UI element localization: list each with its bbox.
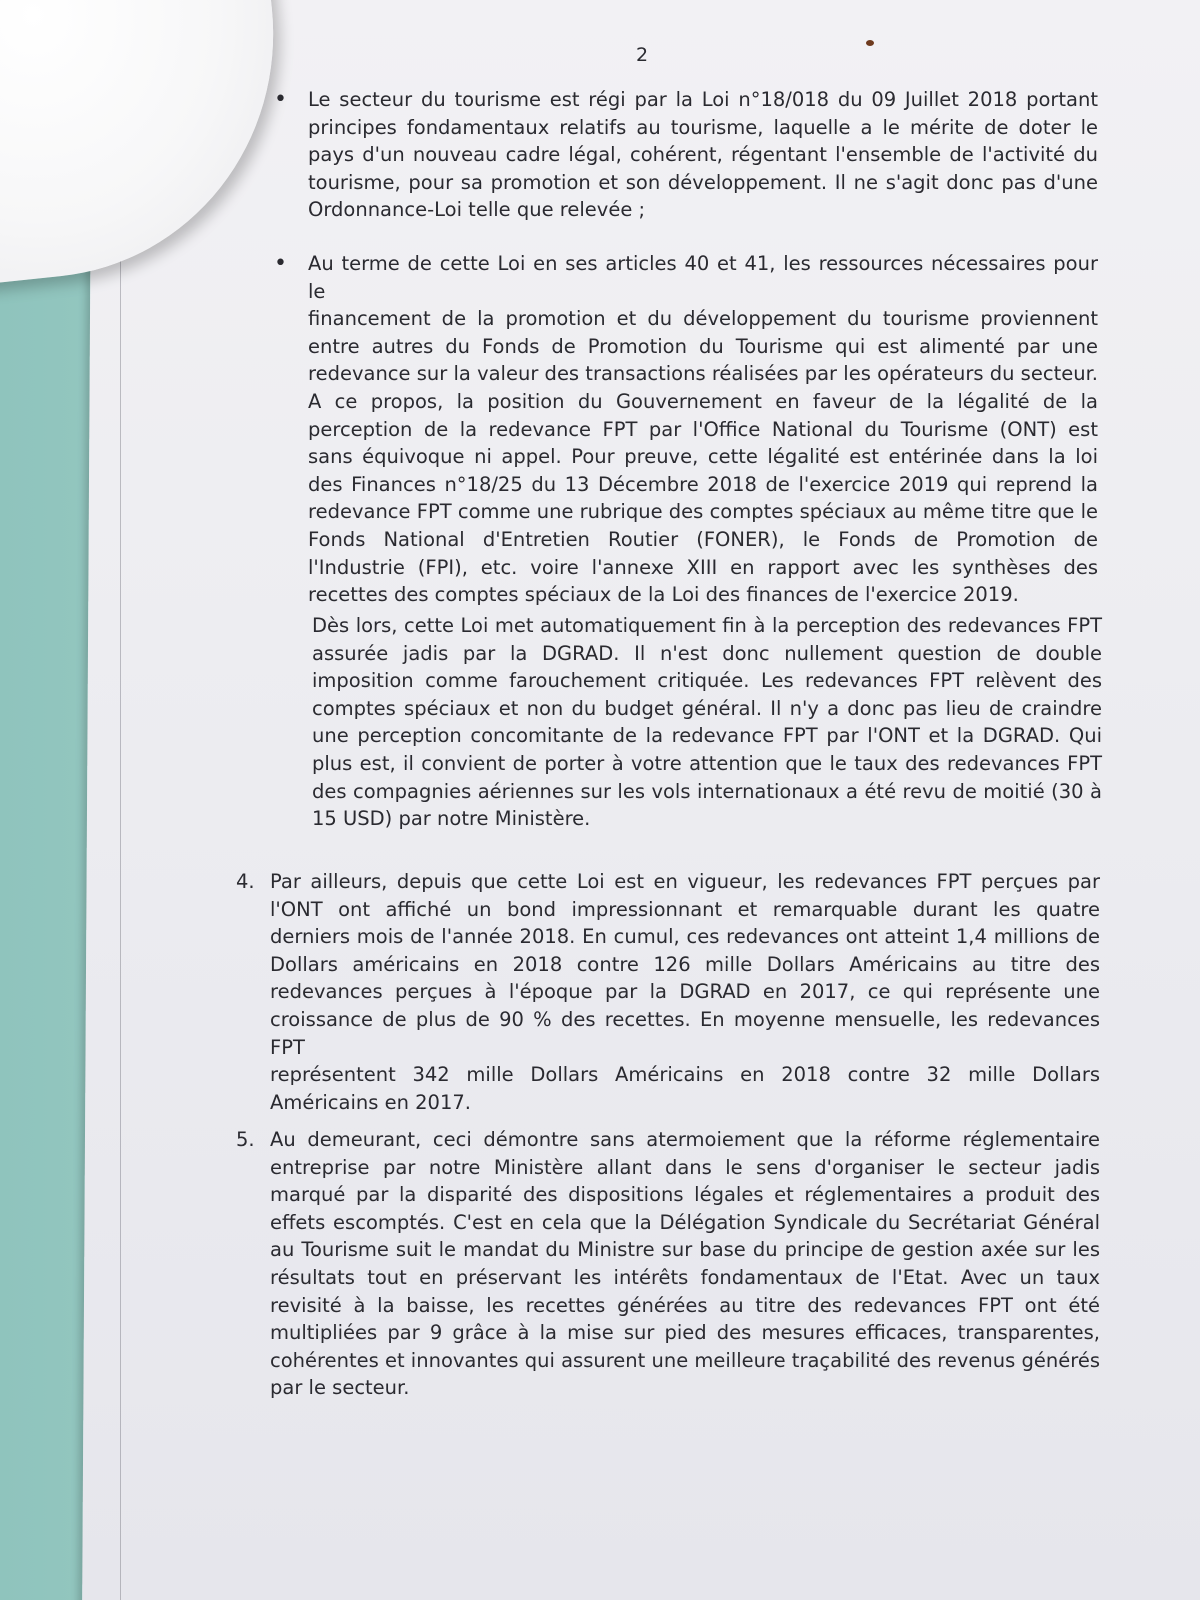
text-line: imposition comme farouchement critiquée. Les redevances FPT relèvent des [312, 669, 1102, 693]
text-line: multipliées par 9 grâce à la mise sur pied des mesures efficaces, transparentes, [270, 1321, 1100, 1345]
ink-speck [866, 40, 874, 46]
text-line: résultats tout en préservant les intérêts fondamentaux de l'Etat. Avec un taux [270, 1265, 1100, 1289]
text-line: assurée jadis par la DGRAD. Il n'est donc nullement question de double [312, 641, 1102, 665]
text-line: derniers mois de l'année 2018. En cumul, ces redevances ont atteint 1,4 millions de [270, 925, 1100, 949]
text-line: revisité à la baisse, les recettes générées au titre des redevances FPT ont été [270, 1293, 1100, 1317]
text-line: entre autres du Fonds de Promotion du Tourisme qui est alimenté par une [308, 334, 1098, 358]
text-line: l'Industrie (FPI), etc. voire l'annexe XIII en rapport avec les synthèses des [308, 555, 1098, 579]
text-line: une perception concomitante de la redevance FPT par l'ONT et la DGRAD. Qui [312, 724, 1102, 748]
text-line: tourisme, pour sa promotion et son développement. Il ne s'agit donc pas d'une [308, 170, 1098, 194]
text-line: Au terme de cette Loi en ses articles 40 et 41, les ressources nécessaires pour le [308, 252, 1098, 303]
text-line: sans équivoque ni appel. Pour preuve, cette légalité est entérinée dans la loi [308, 445, 1098, 469]
text-line: Le secteur du tourisme est régi par la Loi n°18/018 du 09 Juillet 2018 portant [308, 88, 1098, 111]
text-line: Au demeurant, ceci démontre sans atermoiement que la réforme réglementaire [270, 1128, 1100, 1151]
text-line: représentent 342 mille Dollars Américains en 2018 contre 32 mille Dollars [270, 1063, 1100, 1087]
item-number: 5. [236, 1128, 255, 1151]
text-line: pays d'un nouveau cadre légal, cohérent, régentant l'ensemble de l'activité du [308, 143, 1098, 167]
text-line: 15 USD) par notre Ministère. [312, 807, 591, 831]
text-line: croissance de plus de 90 % des recettes. En moyenne mensuelle, les redevances FPT [270, 1007, 1100, 1059]
text-line: comptes spéciaux et non du budget général. Il n'y a donc pas lieu de craindre [312, 696, 1102, 720]
text-line: financement de la promotion et du développement du tourisme proviennent [308, 307, 1098, 331]
text-line: cohérentes et innovantes qui assurent une meilleure traçabilité des revenus générés [270, 1348, 1100, 1372]
text-line: principes fondamentaux relatifs au tourisme, laquelle a le mérite de doter le [308, 115, 1098, 139]
text-line: au Tourisme suit le mandat du Ministre sur base du principe de gestion axée sur les [270, 1238, 1100, 1262]
item-number: 4. [236, 870, 255, 893]
text-line: recettes des comptes spéciaux de la Loi des finances de l'exercice 2019. [308, 583, 1019, 607]
numbered-item-5 [236, 1126, 1100, 1402]
text-line: Dès lors, cette Loi met automatiquement fin à la perception des redevances FPT [312, 614, 1102, 637]
page-number: 2 [636, 44, 649, 66]
text-line: Américains en 2017. [270, 1090, 471, 1114]
text-line: redevance FPT comme une rubrique des comptes spéciaux au même titre que le [308, 500, 1098, 524]
text-line: des compagnies aériennes sur les vols internationaux a été revu de moitié (30 à [312, 779, 1102, 803]
text-line: perception de la redevance FPT par l'Office National du Tourisme (ONT) est [308, 417, 1098, 441]
text-line: l'ONT ont affiché un bond impressionnant et remarquable durant les quatre [270, 897, 1100, 921]
bullet-icon: • [274, 251, 287, 276]
text-line: entreprise par notre Ministère allant dans le sens d'organiser le secteur jadis [270, 1155, 1100, 1179]
text-line: Ordonnance-Loi telle que relevée ; [308, 198, 646, 222]
text-line: plus est, il convient de porter à votre attention que le taux des redevances FPT [312, 751, 1102, 775]
text-line: Dollars américains en 2018 contre 126 mille Dollars Américains au titre des [270, 952, 1100, 976]
bullet-item-tourism-law [274, 86, 1098, 224]
numbered-item-4 [236, 868, 1100, 1116]
bullet-icon: • [274, 87, 287, 112]
text-line: A ce propos, la position du Gouvernement en faveur de la légalité de la [308, 389, 1098, 413]
text-line: par le secteur. [270, 1376, 410, 1400]
text-line: des Finances n°18/25 du 13 Décembre 2018 de l'exercice 2019 qui reprend la [308, 472, 1098, 496]
text-line: Fonds National d'Entretien Routier (FONER), le Fonds de Promotion de [308, 527, 1098, 551]
bullet-item-articles-40-41 [274, 250, 1098, 609]
paragraph-des-lors [312, 612, 1102, 833]
text-line: Par ailleurs, depuis que cette Loi est en vigueur, les redevances FPT perçues par [270, 870, 1100, 893]
text-line: marqué par la disparité des dispositions légales et réglementaires a produit des [270, 1183, 1100, 1207]
text-line: redevances perçues à l'époque par la DGRAD en 2017, ce qui représente une [270, 980, 1100, 1004]
text-line: redevance sur la valeur des transactions réalisées par les opérateurs du secteur. [308, 362, 1098, 386]
text-line: effets escomptés. C'est en cela que la Délégation Syndicale du Secrétariat Général [270, 1210, 1100, 1234]
